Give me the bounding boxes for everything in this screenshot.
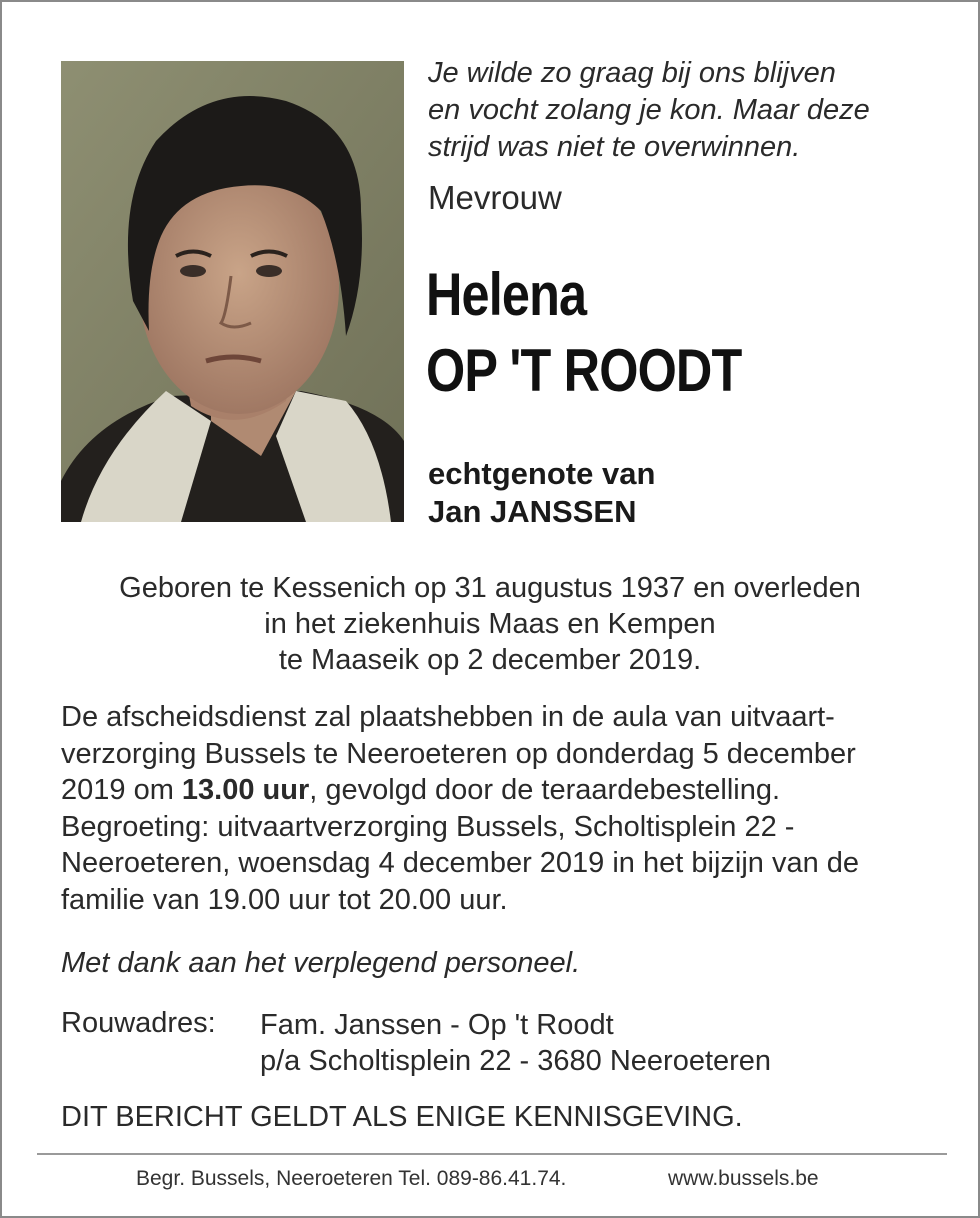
service-line: De afscheidsdienst zal plaatshebben in de aula van uitvaart- [61,701,835,733]
born-line: in het ziekenhuis Maas en Kempen [264,608,716,640]
notice-text: DIT BERICHT GELDT ALS ENIGE KENNISGEVING. [61,1101,743,1133]
address-label: Rouwadres: [61,1007,216,1039]
poem-line: en vocht zolang je kon. Maar deze [428,94,870,126]
born-line: Geboren te Kessenich op 31 augustus 1937 en overleden [119,572,861,604]
service-line: Begroeting: uitvaartverzorging Bussels, Scholtisplein 22 - [61,810,795,843]
first-name: Helena [426,261,587,328]
born-line: te Maaseik op 2 december 2019. [278,644,702,676]
service-text-pre: 2019 om [61,774,182,806]
thanks-text: Met dank aan het verplegend personeel. [61,947,581,979]
portrait-illustration [61,61,404,522]
service-text [61,699,951,918]
birth-death-text [2,570,978,678]
poem-line: strijd was niet te overwinnen. [428,131,801,163]
poem-line: Je wilde zo graag bij ons blijven [428,57,836,89]
divider [37,1153,947,1155]
service-time: 13.00 uur [181,774,310,806]
poem [428,55,948,166]
service-line: familie van 19.00 uur tot 20.00 uur. [61,883,508,916]
footer-website: www.bussels.be [668,1167,819,1190]
relation-label: echtgenote van [428,456,656,491]
address-line: p/a Scholtisplein 22 - 3680 Neeroeteren [260,1045,772,1077]
footer-company: Begr. Bussels, Neeroeteren Tel. 089-86.41.74. [136,1167,567,1190]
last-name: OP 'T ROODT [426,337,742,404]
address-line: Fam. Janssen - Op 't Roodt [260,1009,614,1041]
spouse-block [428,455,655,531]
service-line [61,772,951,809]
service-line: verzorging Bussels te Neeroeteren op donderdag 5 december [61,737,856,770]
portrait-photo [61,61,404,522]
mourning-address [260,1007,771,1079]
service-line: Neeroeteren, woensdag 4 december 2019 in het bijzijn van de [61,847,860,879]
service-text-post: , gevolgd door de teraardebestelling. [309,774,781,806]
spouse-name: Jan JANSSEN [428,494,637,529]
honorific: Mevrouw [428,179,562,216]
